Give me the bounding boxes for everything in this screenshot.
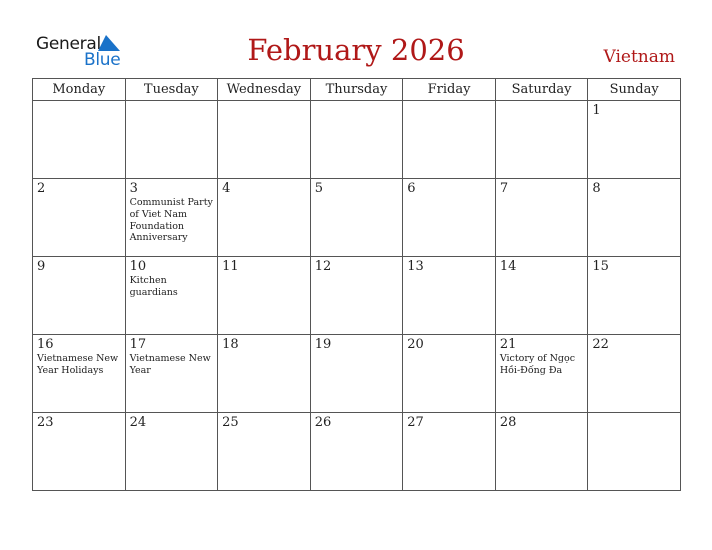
weekday-header: Monday: [33, 79, 126, 101]
day-number: 8: [592, 181, 601, 196]
weekday-header: Saturday: [495, 79, 588, 101]
day-number: 1: [592, 103, 601, 118]
day-cell: [495, 101, 588, 179]
day-cell: [588, 179, 681, 257]
day-number: 28: [499, 415, 517, 430]
calendar-grid: [32, 78, 681, 491]
day-cell: [125, 179, 218, 257]
day-number: 2: [37, 181, 46, 196]
day-cell: [33, 335, 126, 413]
day-cell: [125, 257, 218, 335]
logo-word-general: General: [36, 34, 101, 54]
day-cell: [588, 257, 681, 335]
day-number: 19: [314, 337, 332, 352]
day-cell: [310, 335, 403, 413]
day-cell: [310, 179, 403, 257]
day-cell: [495, 179, 588, 257]
day-cell: [125, 335, 218, 413]
calendar-title: February 2026: [247, 33, 465, 67]
day-number: 24: [129, 415, 147, 430]
day-cell: [33, 179, 126, 257]
day-number: 25: [222, 415, 239, 430]
weekday-header: Sunday: [588, 79, 681, 101]
day-number: 16: [37, 337, 54, 352]
day-number: 17: [129, 337, 147, 352]
day-cell: [33, 413, 126, 491]
day-cell: [495, 335, 588, 413]
day-number: 11: [222, 259, 239, 274]
day-number: 23: [37, 415, 54, 430]
day-cell: [588, 101, 681, 179]
day-cell: [218, 257, 311, 335]
weekday-header: Thursday: [310, 79, 403, 101]
holiday-label: Victory of Ngọc Hồi-Đống Đa: [499, 353, 576, 376]
day-cell: [310, 257, 403, 335]
weekday-header: Tuesday: [125, 79, 218, 101]
day-number: 15: [592, 259, 609, 274]
week-row: [33, 179, 681, 257]
day-cell: [588, 413, 681, 491]
day-cell: [33, 257, 126, 335]
holiday-label: Vietnamese New Year Holidays: [37, 353, 119, 376]
day-number: 20: [407, 337, 424, 352]
day-number: 10: [129, 259, 147, 274]
week-row: [33, 335, 681, 413]
day-cell: [495, 257, 588, 335]
holiday-label: Kitchen guardians: [129, 275, 178, 298]
day-number: 3: [129, 181, 138, 196]
weekday-header-row: [33, 79, 681, 101]
day-cell: [403, 101, 496, 179]
holiday-label: Communist Party of Viet Nam Foundation Anniversary: [129, 197, 213, 244]
day-cell: [218, 179, 311, 257]
day-number: 13: [407, 259, 424, 274]
day-cell: [218, 413, 311, 491]
day-number: 9: [37, 259, 46, 274]
day-cell: [403, 413, 496, 491]
day-number: 22: [592, 337, 609, 352]
week-row: [33, 413, 681, 491]
day-cell: [588, 335, 681, 413]
day-number: 7: [499, 181, 509, 196]
day-number: 14: [499, 259, 517, 274]
day-cell: [403, 179, 496, 257]
day-number: 6: [407, 181, 416, 196]
day-cell: [125, 413, 218, 491]
day-number: 4: [222, 181, 231, 196]
week-row: [33, 101, 681, 179]
day-cell: [495, 413, 588, 491]
week-row: [33, 257, 681, 335]
day-cell: [310, 413, 403, 491]
day-cell: [218, 101, 311, 179]
day-number: 5: [314, 181, 323, 196]
day-cell: [403, 335, 496, 413]
day-cell: [403, 257, 496, 335]
country-label: Vietnam: [603, 47, 675, 67]
day-cell: [310, 101, 403, 179]
day-cell: [125, 101, 218, 179]
day-number: 18: [222, 337, 239, 352]
day-number: 12: [314, 259, 332, 274]
day-number: 21: [499, 337, 517, 352]
day-number: 26: [314, 415, 332, 430]
day-number: 27: [407, 415, 424, 430]
day-cell: [33, 101, 126, 179]
holiday-label: Vietnamese New Year: [129, 353, 211, 376]
weekday-header: Wednesday: [218, 79, 311, 101]
weekday-header: Friday: [403, 79, 496, 101]
day-cell: [218, 335, 311, 413]
logo-word-blue: Blue: [84, 50, 121, 70]
